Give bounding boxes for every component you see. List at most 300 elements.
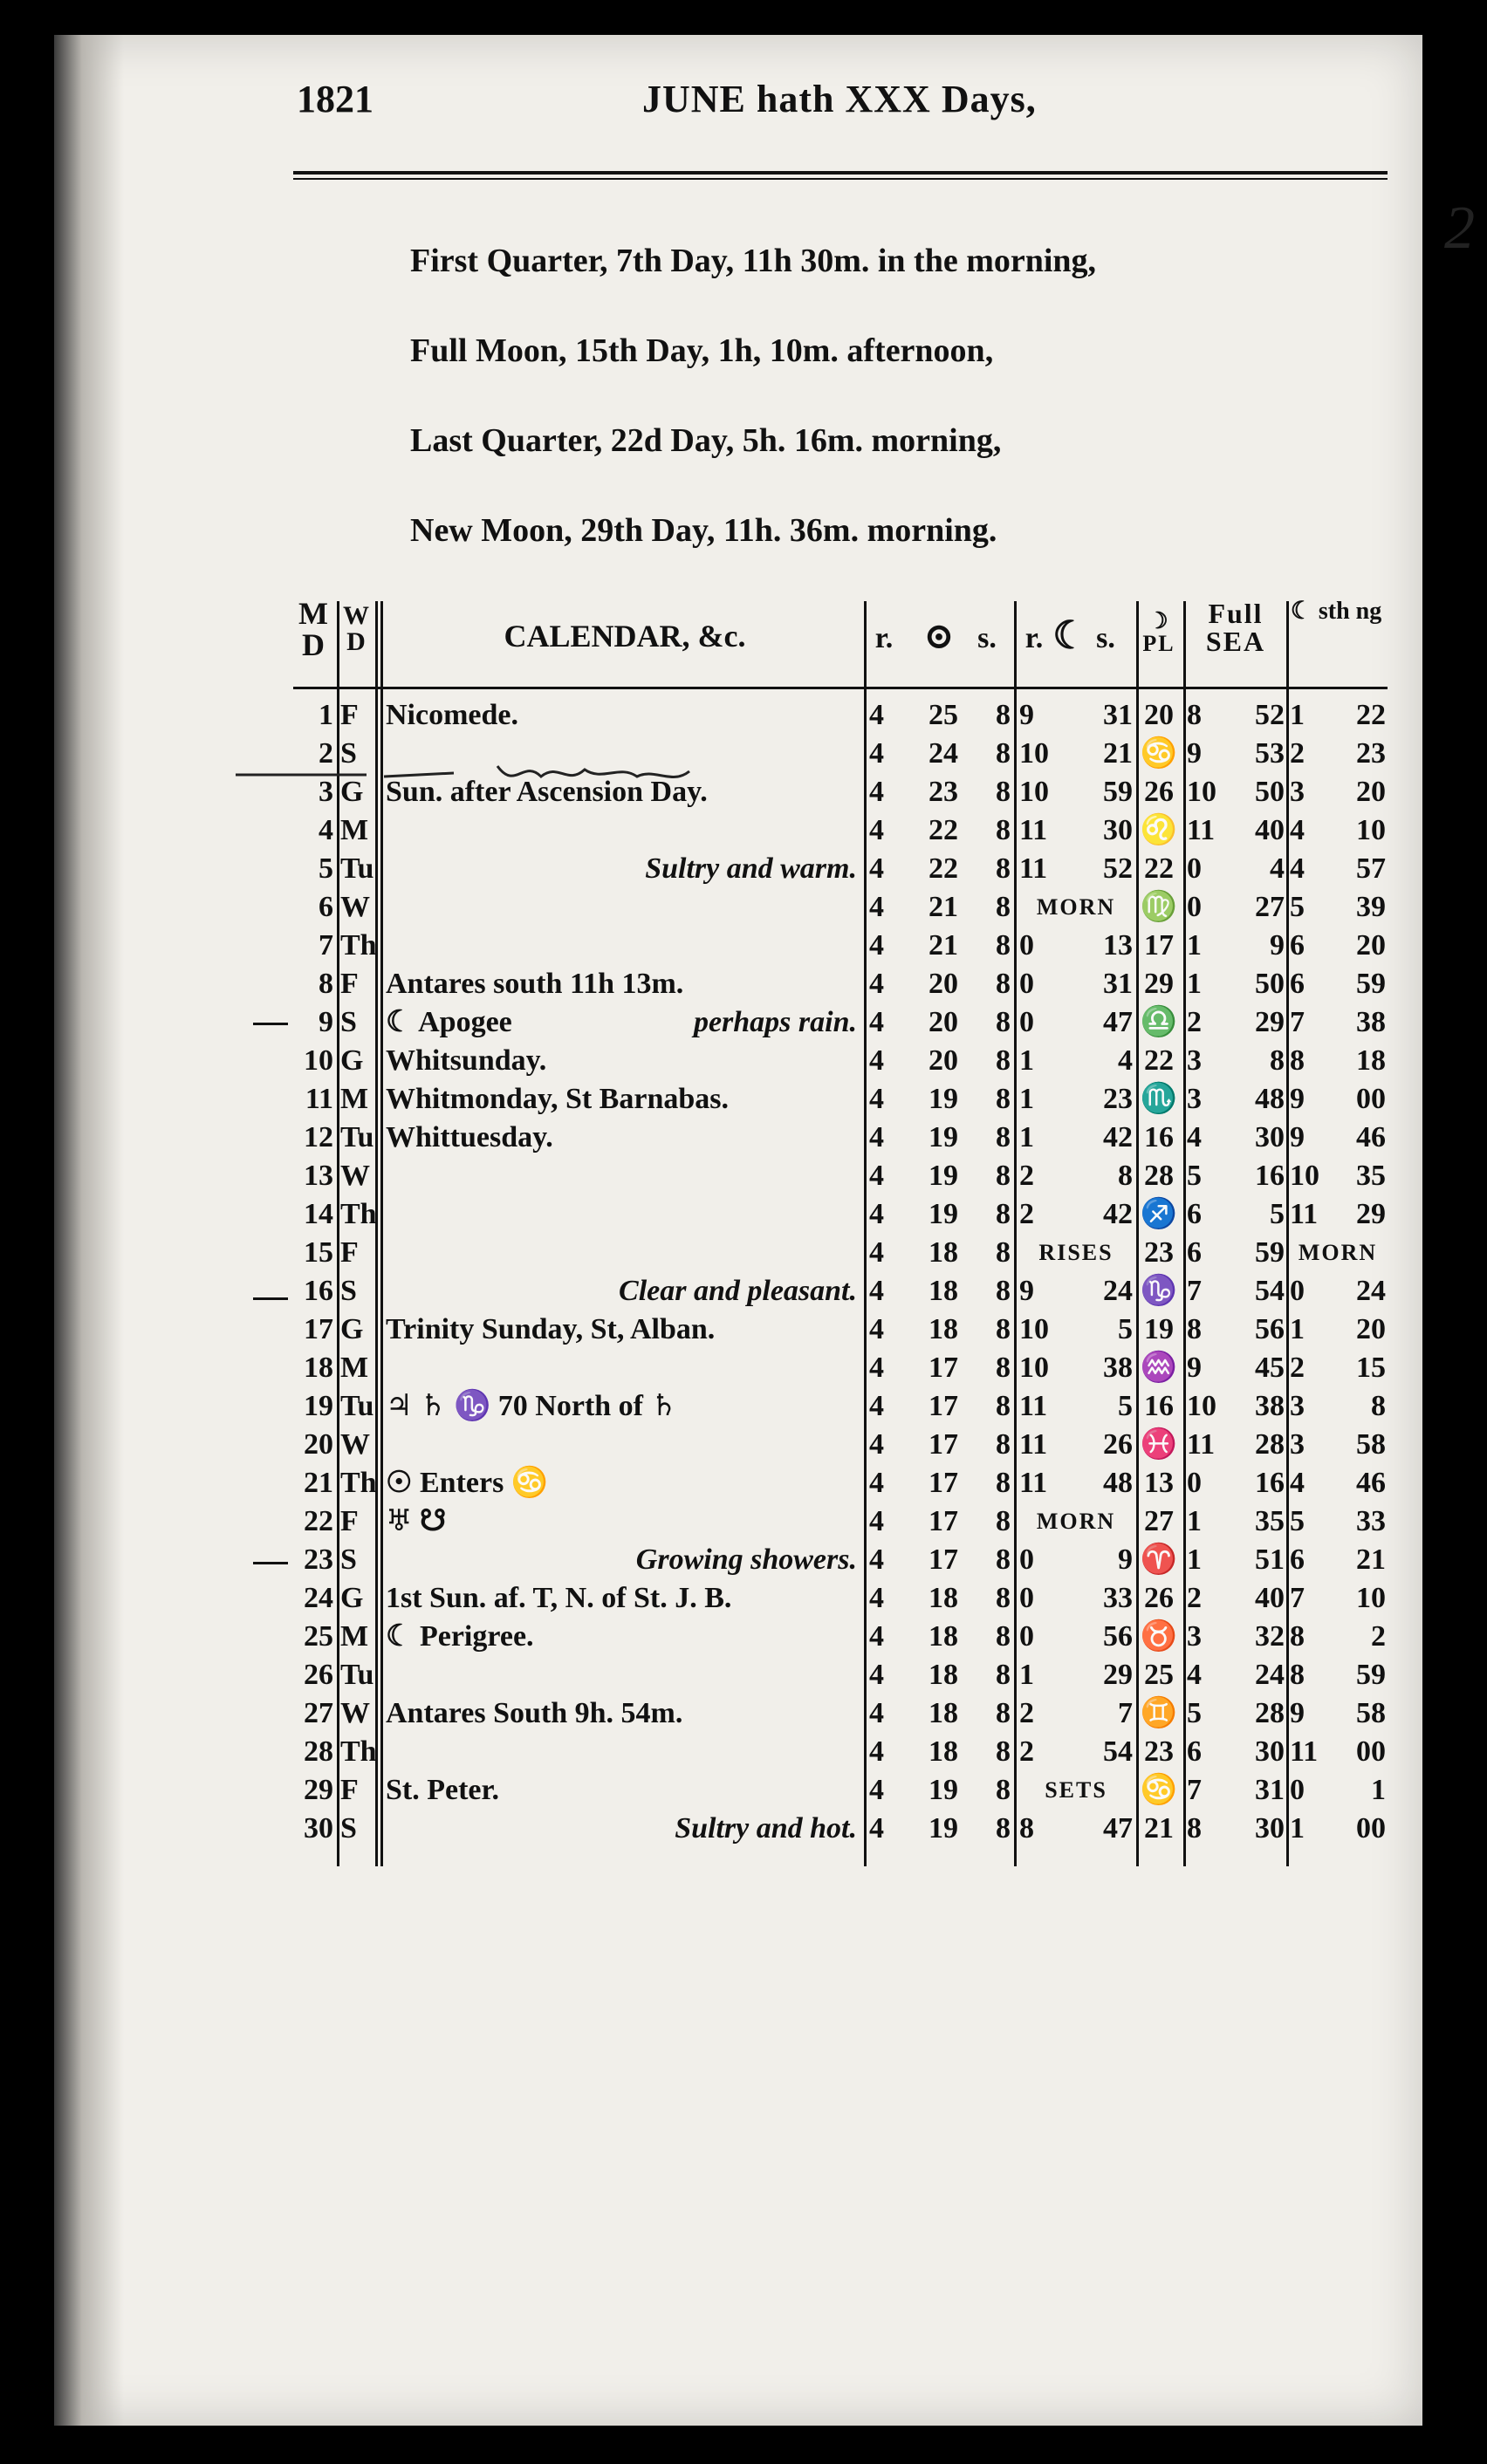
table-row [293,1773,1388,1808]
page-binding-edge [54,35,124,2426]
full-sea-hour: 3 [1187,1044,1202,1077]
moon-rise-hour: 9 [1019,1275,1034,1307]
month-day: 22 [304,1505,333,1537]
moon-south-hour: 6 [1290,1543,1305,1576]
full-sea-min: 28 [1255,1697,1285,1729]
week-day: F [340,1505,359,1537]
moon-rise-min: 7 [1118,1697,1133,1729]
sun-set-hour: 8 [996,1160,1011,1192]
sun-set-hour: 8 [996,737,1011,770]
moon-south-min: 10 [1356,814,1386,846]
week-day: W [340,1160,370,1192]
sun-rise-hour: 4 [869,1236,884,1269]
week-day: G [340,1044,364,1077]
weather-note: Growing showers. [635,1543,857,1576]
moon-rise-min: 5 [1118,1390,1133,1422]
calendar-entry: Whitsunday. [386,1044,547,1077]
full-sea-hour: 11 [1187,1428,1216,1461]
sun-rise-min: 17 [929,1543,958,1576]
moon-place: ♉ [1140,1620,1178,1653]
moon-south-min: 39 [1356,891,1386,923]
calendar-entry: St. Peter. [386,1774,499,1806]
sun-rise-hour: 4 [869,1812,884,1845]
table-row [293,698,1388,733]
moon-south-min: 38 [1356,1006,1386,1038]
full-sea-min: 30 [1255,1121,1285,1153]
moon-south-min: 57 [1356,852,1386,885]
full-sea-min: 45 [1255,1352,1285,1384]
moon-south-hour: 7 [1290,1006,1305,1038]
month-day: 2 [319,737,333,770]
moon-south-min: 22 [1356,699,1386,731]
header-rule-bottom [293,178,1388,180]
moon-rise-min: 59 [1103,776,1133,808]
month-day: 26 [304,1659,333,1691]
table-row [293,1466,1388,1501]
table-row [293,813,1388,848]
sun-rise-hour: 4 [869,1582,884,1614]
full-sea-hour: 7 [1187,1275,1202,1307]
sun-set-hour: 8 [996,776,1011,808]
week-day: Th [340,1467,377,1499]
sun-rise-min: 18 [929,1697,958,1729]
week-day: W [340,1428,370,1461]
week-day: F [340,1236,359,1269]
moon-rise-hour: MORN [1036,1509,1116,1534]
sun-rise-hour: 4 [869,776,884,808]
moon-place: ♌ [1140,814,1178,846]
moon-south-min: 58 [1356,1428,1386,1461]
moon-rise-hour: RISES [1038,1240,1114,1265]
sun-set-hour: 8 [996,1659,1011,1691]
sun-rise-min: 20 [929,968,958,1000]
sun-set-hour: 8 [996,1044,1011,1077]
header-moon-place: ☽ PL [1142,608,1175,656]
header-moon-set: s. [1096,622,1115,654]
moon-rise-hour: 0 [1019,929,1034,962]
calendar-entry: Whittuesday. [386,1121,553,1153]
full-sea-min: 9 [1270,929,1285,962]
month-day: 27 [304,1697,333,1729]
full-sea-hour: 6 [1187,1198,1202,1230]
header-week-day: W D [343,601,369,656]
table-row [293,1696,1388,1731]
moon-place: 28 [1144,1160,1174,1192]
month-day: 23 [304,1543,333,1576]
moon-place: 26 [1144,776,1174,808]
page-header [297,77,1370,129]
full-sea-hour: 0 [1187,891,1202,923]
moon-rise-min: 31 [1103,968,1133,1000]
table-row [293,1235,1388,1270]
moon-phases [410,216,1370,576]
sun-set-hour: 8 [996,1505,1011,1537]
table-row [293,1811,1388,1846]
moon-south-min: 58 [1356,1697,1386,1729]
calendar-entry: Sun. after Ascension Day. [386,776,708,808]
table-row [293,967,1388,1002]
full-sea-min: 28 [1255,1428,1285,1461]
moon-rise-min: 9 [1118,1543,1133,1576]
table-row [293,928,1388,963]
table-row [293,1274,1388,1309]
full-sea-hour: 8 [1187,699,1202,731]
sun-icon: ⊙ [923,617,955,657]
week-day: W [340,891,370,923]
month-day: 29 [304,1774,333,1806]
sun-set-hour: 8 [996,1428,1011,1461]
moon-south-hour: MORN [1298,1240,1378,1265]
week-day: M [340,1352,369,1384]
full-sea-min: 5 [1270,1198,1285,1230]
calendar-entry: 1st Sun. af. T, N. of St. J. B. [386,1582,732,1614]
sun-rise-hour: 4 [869,814,884,846]
moon-rise-min: 5 [1118,1313,1133,1345]
sun-rise-min: 17 [929,1467,958,1499]
moon-south-min: 20 [1356,776,1386,808]
moon-place: ♋ [1140,737,1178,770]
table-row [293,1120,1388,1155]
sun-rise-min: 22 [929,814,958,846]
phase-last-quarter: Last Quarter, 22d Day, 5h. 16m. morning, [410,422,1002,459]
month-day: 24 [304,1582,333,1614]
full-sea-hour: 10 [1187,1390,1216,1422]
sun-rise-hour: 4 [869,1352,884,1384]
moon-rise-hour: 11 [1019,1428,1048,1461]
moon-place: 21 [1144,1812,1174,1845]
moon-south-hour: 3 [1290,1428,1305,1461]
moon-place: 22 [1144,1044,1174,1077]
full-sea-min: 40 [1255,1582,1285,1614]
moon-rise-min: 42 [1103,1198,1133,1230]
moon-rise-hour: 10 [1019,1352,1049,1384]
month-day: 6 [319,891,333,923]
table-row [293,1619,1388,1654]
moon-place: ♓ [1140,1428,1178,1461]
moon-south-min: 59 [1356,1659,1386,1691]
moon-rise-hour: 10 [1019,1313,1049,1345]
sun-set-hour: 8 [996,1198,1011,1230]
calendar-entry: Trinity Sunday, St, Alban. [386,1313,716,1345]
full-sea-min: 53 [1255,737,1285,770]
moon-rise-hour: 1 [1019,1044,1034,1077]
sun-rise-hour: 4 [869,1620,884,1653]
calendar-entry: ♅ ☋ [386,1505,447,1537]
sun-rise-min: 23 [929,776,958,808]
moon-rise-hour: 0 [1019,968,1034,1000]
sun-rise-hour: 4 [869,1467,884,1499]
moon-rise-min: 33 [1103,1582,1133,1614]
moon-south-hour: 1 [1290,699,1305,731]
week-day: Th [340,1735,377,1768]
sun-set-hour: 8 [996,1620,1011,1653]
full-sea-min: 59 [1255,1236,1285,1269]
header-rule-top [293,171,1388,175]
moon-south-min: 00 [1356,1812,1386,1845]
moon-south-min: 24 [1356,1275,1386,1307]
sun-rise-hour: 4 [869,1275,884,1307]
margin-tick [253,1297,288,1300]
moon-rise-hour: 1 [1019,1121,1034,1153]
full-sea-min: 31 [1255,1774,1285,1806]
moon-rise-min: 24 [1103,1275,1133,1307]
week-day: S [340,737,357,770]
moon-rise-min: 52 [1103,852,1133,885]
month-day: 28 [304,1735,333,1768]
moon-place: 13 [1144,1467,1174,1499]
week-day: F [340,1774,359,1806]
moon-rise-hour: 8 [1019,1812,1034,1845]
calendar-entry: Antares south 11h 13m. [386,968,684,1000]
sun-rise-min: 18 [929,1236,958,1269]
moon-south-hour: 11 [1290,1735,1319,1768]
moon-south-min: 33 [1356,1505,1386,1537]
table-row [293,852,1388,886]
full-sea-min: 24 [1255,1659,1285,1691]
moon-rise-hour: 9 [1019,699,1034,731]
sun-rise-hour: 4 [869,1198,884,1230]
full-sea-hour: 9 [1187,1352,1202,1384]
table-row [293,1312,1388,1347]
moon-place: ♑ [1140,1275,1178,1307]
full-sea-hour: 3 [1187,1083,1202,1115]
moon-south-hour: 9 [1290,1697,1305,1729]
sun-set-hour: 8 [996,891,1011,923]
moon-south-min: 59 [1356,968,1386,1000]
week-day: M [340,814,369,846]
moon-place: ♈ [1140,1543,1178,1576]
sun-rise-min: 17 [929,1352,958,1384]
calendar-entry: ♃ ♄ ♑ 70 North of ♄ [386,1390,677,1422]
table-row [293,1543,1388,1578]
full-sea-min: 38 [1255,1390,1285,1422]
moon-rise-min: 4 [1118,1044,1133,1077]
sun-rise-min: 25 [929,699,958,731]
moon-south-hour: 6 [1290,968,1305,1000]
moon-place: 29 [1144,968,1174,1000]
moon-place: ♐ [1140,1198,1178,1230]
full-sea-min: 56 [1255,1313,1285,1345]
table-row [293,1351,1388,1386]
moon-place: 19 [1144,1313,1174,1345]
moon-place: ♊ [1140,1697,1178,1729]
moon-rise-min: 54 [1103,1735,1133,1768]
moon-rise-min: 56 [1103,1620,1133,1653]
week-day: Th [340,929,377,962]
moon-rise-min: 47 [1103,1006,1133,1038]
sun-set-hour: 8 [996,929,1011,962]
sun-rise-min: 17 [929,1428,958,1461]
week-day: S [340,1006,357,1038]
calendar-entry: Whitmonday, St Barnabas. [386,1083,729,1115]
moon-rise-hour: 0 [1019,1620,1034,1653]
calendar-entry: ☾ Apogee [386,1006,512,1038]
sun-rise-hour: 4 [869,1659,884,1691]
sun-rise-hour: 4 [869,1083,884,1115]
weather-note: Sultry and hot. [675,1812,857,1845]
phase-first-quarter: First Quarter, 7th Day, 11h 30m. in the morning, [410,243,1097,279]
table-row [293,1504,1388,1539]
moon-place: ♒ [1140,1352,1178,1384]
moon-south-min: 8 [1371,1390,1386,1422]
week-day: G [340,1313,364,1345]
moon-south-hour: 7 [1290,1582,1305,1614]
moon-place: ♏ [1140,1083,1178,1115]
moon-rise-min: 23 [1103,1083,1133,1115]
moon-rise-hour: 1 [1019,1659,1034,1691]
full-sea-hour: 9 [1187,737,1202,770]
full-sea-min: 40 [1255,814,1285,846]
sun-rise-min: 20 [929,1006,958,1038]
full-sea-hour: 1 [1187,968,1202,1000]
moon-place: 22 [1144,852,1174,885]
full-sea-hour: 10 [1187,776,1216,808]
sun-rise-min: 24 [929,737,958,770]
moon-south-min: 18 [1356,1044,1386,1077]
sun-set-hour: 8 [996,699,1011,731]
full-sea-hour: 4 [1187,1121,1202,1153]
moon-rise-min: 38 [1103,1352,1133,1384]
sun-set-hour: 8 [996,814,1011,846]
phase-new-moon: New Moon, 29th Day, 11h. 36m. morning. [410,512,997,549]
full-sea-hour: 2 [1187,1006,1202,1038]
moon-south-hour: 4 [1290,1467,1305,1499]
full-sea-hour: 7 [1187,1774,1202,1806]
moon-south-hour: 4 [1290,852,1305,885]
moon-rise-min: 21 [1103,737,1133,770]
month-day: 14 [304,1198,333,1230]
calendar-entry: Nicomede. [386,699,519,731]
week-day: W [340,1697,370,1729]
moon-south-hour: 6 [1290,929,1305,962]
sun-set-hour: 8 [996,1582,1011,1614]
week-day: S [340,1543,357,1576]
moon-south-hour: 2 [1290,1352,1305,1384]
header-month-day: M D [298,596,328,662]
month-day: 15 [304,1236,333,1269]
moon-rise-min: 47 [1103,1812,1133,1845]
table-row [293,1005,1388,1040]
sun-rise-min: 19 [929,1121,958,1153]
full-sea-min: 29 [1255,1006,1285,1038]
week-day: F [340,968,359,1000]
sun-rise-min: 18 [929,1735,958,1768]
month-day: 10 [304,1044,333,1077]
moon-rise-hour: 2 [1019,1735,1034,1768]
margin-tick [253,1562,288,1564]
sun-rise-hour: 4 [869,1428,884,1461]
sun-set-hour: 8 [996,1774,1011,1806]
week-day: F [340,699,359,731]
full-sea-hour: 1 [1187,1543,1202,1576]
sun-rise-hour: 4 [869,891,884,923]
moon-south-hour: 2 [1290,737,1305,770]
month-day: 3 [319,776,333,808]
week-day: G [340,1582,364,1614]
sun-set-hour: 8 [996,1313,1011,1345]
month-day: 12 [304,1121,333,1153]
moon-south-min: 1 [1371,1774,1386,1806]
moon-place: 25 [1144,1659,1174,1691]
sun-rise-min: 21 [929,929,958,962]
moon-rise-min: 29 [1103,1659,1133,1691]
moon-south-min: 23 [1356,737,1386,770]
full-sea-hour: 0 [1187,852,1202,885]
moon-place: 17 [1144,929,1174,962]
sun-rise-hour: 4 [869,1313,884,1345]
sun-rise-hour: 4 [869,1390,884,1422]
moon-place: 16 [1144,1121,1174,1153]
month-day: 30 [304,1812,333,1845]
sun-set-hour: 8 [996,1812,1011,1845]
sun-rise-hour: 4 [869,737,884,770]
sun-rise-min: 17 [929,1505,958,1537]
phase-full-moon: Full Moon, 15th Day, 1h, 10m. afternoon, [410,332,994,369]
moon-south-min: 20 [1356,929,1386,962]
moon-south-min: 2 [1371,1620,1386,1653]
moon-south-hour: 8 [1290,1044,1305,1077]
header-calendar: CALENDAR, &c. [504,619,746,654]
moon-rise-min: 48 [1103,1467,1133,1499]
sun-rise-hour: 4 [869,1006,884,1038]
full-sea-min: 54 [1255,1275,1285,1307]
sun-rise-hour: 4 [869,1735,884,1768]
full-sea-hour: 1 [1187,1505,1202,1537]
moon-rise-min: 13 [1103,929,1133,962]
sun-rise-min: 19 [929,1083,958,1115]
moon-south-hour: 9 [1290,1121,1305,1153]
full-sea-min: 16 [1255,1160,1285,1192]
sun-set-hour: 8 [996,1275,1011,1307]
moon-south-hour: 11 [1290,1198,1319,1230]
header-moon-south: ☾ sth ng [1290,598,1382,625]
month-day: 11 [305,1083,333,1115]
full-sea-min: 50 [1255,776,1285,808]
calendar-entry: ☉ Enters ♋ [386,1467,549,1499]
header-sun-rise: r. [874,622,894,654]
moon-south-hour: 8 [1290,1620,1305,1653]
weather-note: Clear and pleasant. [619,1275,857,1307]
sun-rise-hour: 4 [869,1505,884,1537]
full-sea-min: 30 [1255,1812,1285,1845]
sun-rise-hour: 4 [869,929,884,962]
moon-south-min: 15 [1356,1352,1386,1384]
sun-rise-min: 22 [929,852,958,885]
table-row [293,1735,1388,1769]
week-day: Tu [340,1121,374,1153]
full-sea-hour: 5 [1187,1697,1202,1729]
moon-rise-hour: 11 [1019,852,1048,885]
full-sea-hour: 3 [1187,1620,1202,1653]
moon-rise-hour: 2 [1019,1160,1034,1192]
full-sea-min: 48 [1255,1083,1285,1115]
full-sea-hour: 6 [1187,1236,1202,1269]
moon-rise-hour: 10 [1019,737,1049,770]
week-day: S [340,1275,357,1307]
full-sea-min: 35 [1255,1505,1285,1537]
table-row [293,1427,1388,1462]
moon-rise-hour: 2 [1019,1697,1034,1729]
moon-south-min: 10 [1356,1582,1386,1614]
sun-set-hour: 8 [996,1697,1011,1729]
moon-rise-hour: 0 [1019,1006,1034,1038]
month-day: 25 [304,1620,333,1653]
moon-place: 23 [1144,1735,1174,1768]
month-day: 21 [304,1467,333,1499]
header-moon-rise: r. [1024,622,1044,654]
year-label: 1821 [297,78,373,120]
moon-south-hour: 1 [1290,1812,1305,1845]
